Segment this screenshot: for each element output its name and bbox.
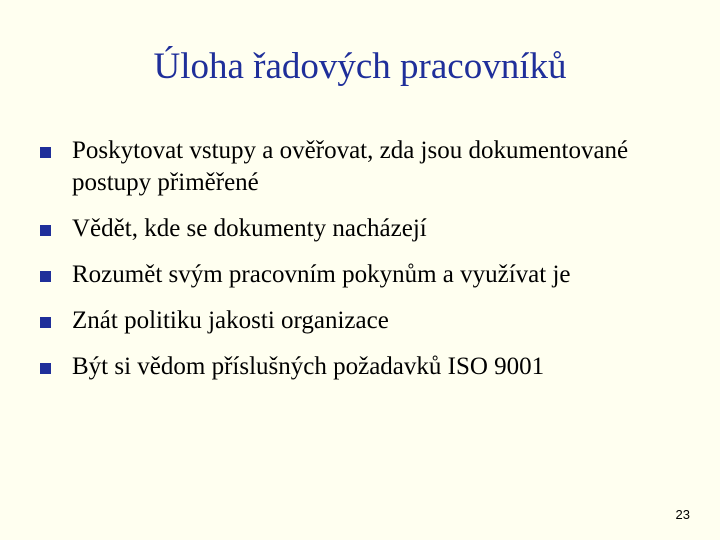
slide-title: Úloha řadových pracovníků: [153, 46, 567, 87]
bullet-text: Vědět, kde se dokumenty nacházejí: [72, 215, 427, 242]
square-bullet-icon: [40, 225, 51, 236]
bullet-text: Poskytovat vstupy a ověřovat, zda jsou dokumentované postupy přiměřené: [72, 137, 629, 196]
square-bullet-icon: [40, 317, 51, 328]
bullet-item: [0, 351, 720, 383]
bullet-list: [0, 135, 720, 397]
bullet-text: Být si vědom příslušných požadavků ISO 9001: [72, 353, 545, 380]
bullet-item: [0, 213, 720, 245]
bullet-item: [0, 305, 720, 337]
square-bullet-icon: [40, 271, 51, 282]
square-bullet-icon: [40, 363, 51, 374]
page-number: 23: [675, 507, 690, 522]
square-bullet-icon: [40, 147, 51, 158]
bullet-item: [0, 259, 720, 291]
bullet-text: Rozumět svým pracovním pokynům a využívat je: [72, 261, 571, 288]
bullet-item: [0, 135, 720, 199]
bullet-text: Znát politiku jakosti organizace: [72, 307, 389, 334]
